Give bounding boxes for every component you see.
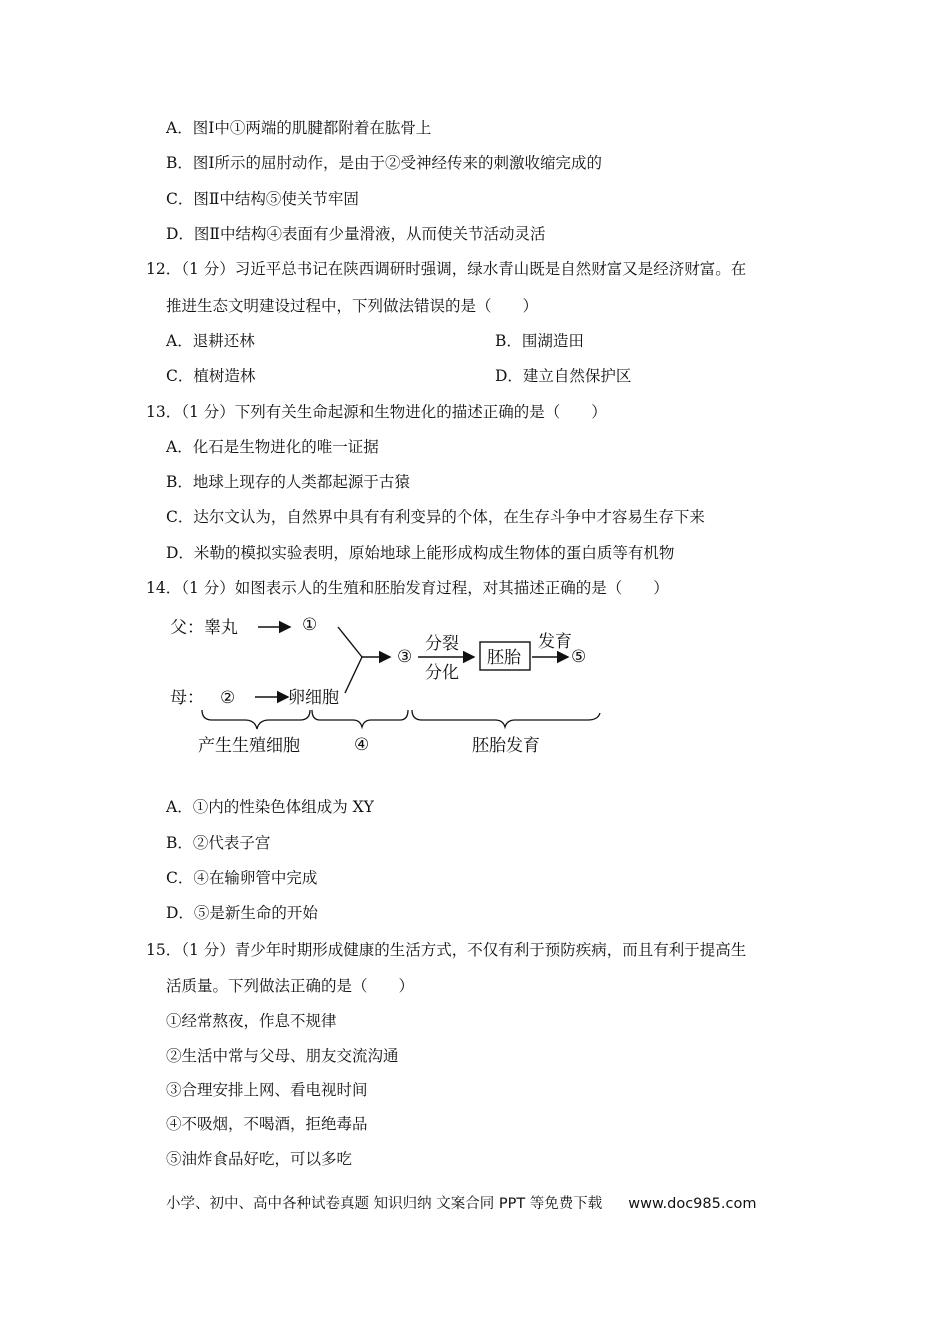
q15-stem-line1: 15．（1 分）青少年时期形成健康的生活方式，不仅有利于预防疾病，而且有利于提高生 <box>146 941 747 959</box>
q15-item-3: ③合理安排上网、看电视时间 <box>166 1081 368 1099</box>
q12-option-a: A．退耕还林 <box>166 332 255 350</box>
q11-option-a: A．图Ⅰ中①两端的肌腱都附着在肱骨上 <box>166 119 432 137</box>
develop-label: 发育 <box>538 632 572 652</box>
stage-gamete-production: 产生生殖细胞 <box>198 736 300 756</box>
q15-item-5: ⑤油炸食品好吃，可以多吃 <box>166 1150 353 1168</box>
q12-option-c: C．植树造林 <box>166 367 256 385</box>
father-testis-label: 父：睾丸 <box>170 618 238 638</box>
q13-option-b: B．地球上现存的人类都起源于古猿 <box>166 473 410 491</box>
q15-item-2: ②生活中常与父母、朋友交流沟通 <box>166 1047 399 1065</box>
q11-option-c: C．图Ⅱ中结构⑤使关节牢固 <box>166 190 359 208</box>
q12-option-d: D．建立自然保护区 <box>495 367 632 385</box>
q15-item-4: ④不吸烟，不喝酒，拒绝毒品 <box>166 1115 368 1133</box>
q15-item-1: ①经常熬夜，作息不规律 <box>166 1012 337 1030</box>
footer <box>166 1192 756 1213</box>
brace-embryo-development <box>412 710 600 727</box>
q11-option-b: B．图Ⅰ所示的屈肘动作，是由于②受神经传来的刺激收缩完成的 <box>166 154 603 172</box>
label-circle-1: ① <box>302 615 318 635</box>
mother-label: 母： <box>170 688 204 708</box>
stage-embryo-development: 胚胎发育 <box>472 736 540 756</box>
q12-option-b: B．围湖造田 <box>495 332 584 350</box>
q14-stem: 14．（1 分）如图表示人的生殖和胚胎发育过程，对其描述正确的是（ ） <box>146 579 669 597</box>
q12-stem-line2: 推进生态文明建设过程中，下列做法错误的是（ ） <box>166 297 539 315</box>
q12-stem-line1: 12．（1 分）习近平总书记在陕西调研时强调，绿水青山既是自然财富又是经济财富。在 <box>146 260 747 278</box>
label-circle-4: ④ <box>354 735 370 755</box>
q14-option-d: D．⑤是新生命的开始 <box>166 904 318 922</box>
q11-option-d: D．图Ⅱ中结构④表面有少量滑液，从而使关节活动灵活 <box>166 225 546 243</box>
brace-gamete-production <box>202 710 310 729</box>
converge-line-bottom <box>345 657 362 693</box>
q14-option-c: C．④在输卵管中完成 <box>166 869 318 887</box>
label-circle-5: ⑤ <box>571 647 587 667</box>
q13-stem: 13．（1 分）下列有关生命起源和生物进化的描述正确的是（ ） <box>146 403 607 421</box>
differentiate-label: 分化 <box>425 663 459 683</box>
label-circle-2: ② <box>220 688 236 708</box>
q13-option-c: C．达尔文认为，自然界中具有有利变异的个体，在生存斗争中才容易生存下来 <box>166 508 705 526</box>
q15-stem-line2: 活质量。下列做法正确的是（ ） <box>166 977 415 995</box>
q14-option-a: A．①内的性染色体组成为 XY <box>166 798 374 816</box>
converge-line-top <box>338 627 362 657</box>
split-label: 分裂 <box>425 634 459 654</box>
egg-cell-label: 卵细胞 <box>288 688 339 708</box>
brace-fertilization <box>312 710 408 727</box>
q14-option-b: B．②代表子宫 <box>166 834 271 852</box>
label-circle-3: ③ <box>397 647 413 667</box>
footer-site-link[interactable]: www.doc985.com <box>628 1196 757 1212</box>
reproduction-diagram <box>160 605 610 760</box>
embryo-label: 胚胎 <box>487 648 521 668</box>
footer-text: 小学、初中、高中各种试卷真题 知识归纳 文案合同 PPT 等免费下载 <box>166 1196 603 1212</box>
q13-option-a: A．化石是生物进化的唯一证据 <box>166 438 379 456</box>
q13-option-d: D．米勒的模拟实验表明，原始地球上能形成构成生物体的蛋白质等有机物 <box>166 544 675 562</box>
